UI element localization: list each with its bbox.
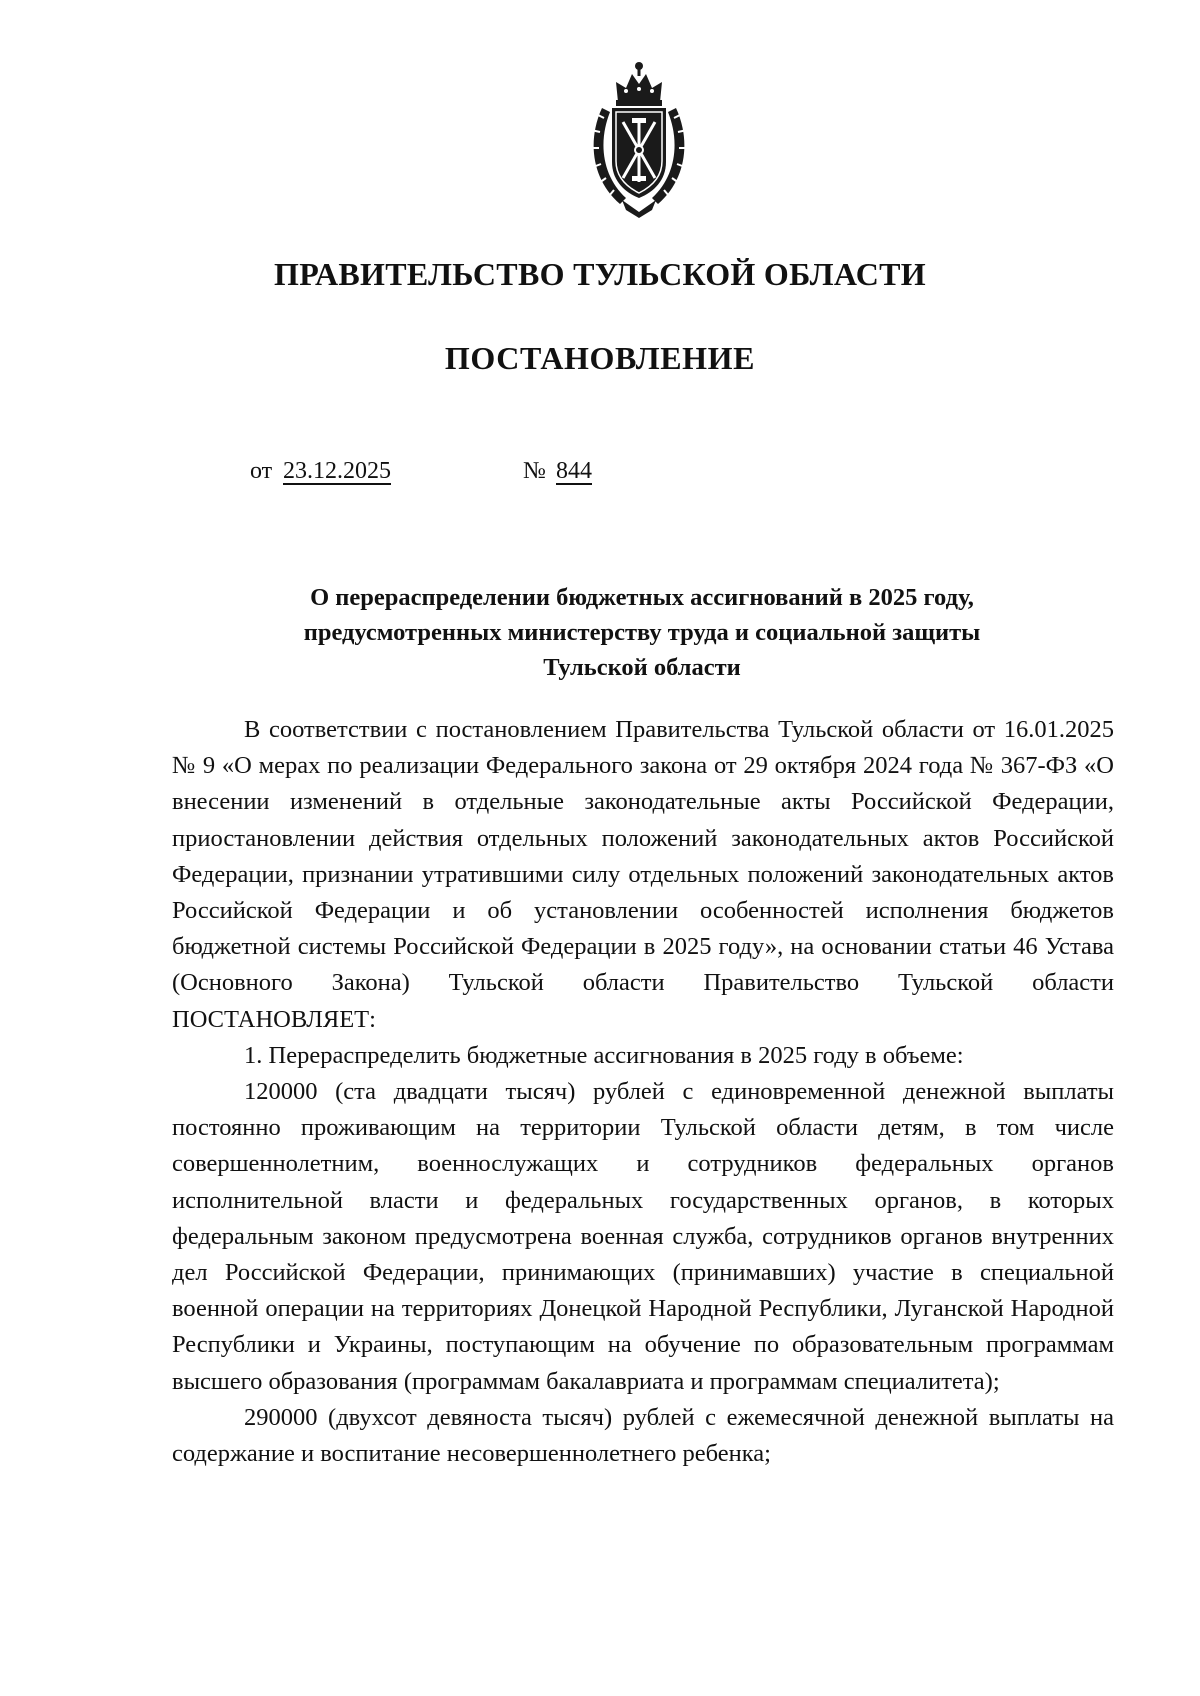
paragraph-amount-120000: 120000 (ста двадцати тысяч) рублей с единовременной денежной выплаты постоянно проживающим на территории Тульской области детям, в том числе совершеннолетним, военнослужащих и сотрудников федеральных органов исполнительной власти и федеральных государственных органов, в которых федеральным законом предусмотрена военная служба, сотрудников органов внутренних дел Российской Федерации, принимающих (принимавших) участие в специальной военной операции на территориях Донецкой Народной Республики, Луганской Народной Республики и Украины, поступающим на обучение по образовательным программам высшего образования (программам бакалавриата и программам специалитета); — [172, 1078, 1114, 1395]
paragraph-amount-290000: 290000 (двухсот девяноста тысяч) рублей с ежемесячной денежной выплаты на содержание и воспитание несовершеннолетнего ребенка; — [172, 1403, 1114, 1468]
coat-of-arms-emblem — [580, 58, 698, 218]
document-date: 23.12.2025 — [283, 458, 391, 484]
paragraph-item-1: 1. Перераспределить бюджетные ассигнования в 2025 году в объеме: — [244, 1041, 964, 1069]
number-prefix: № — [523, 458, 546, 484]
document-type: ПОСТАНОВЛЕНИЕ — [444, 340, 756, 376]
subject-line: О перераспределении бюджетных ассигнований в 2025 году, — [310, 584, 974, 611]
document-subject — [170, 580, 1114, 685]
paragraph-preamble: В соответствии с постановлением Правительства Тульской области от 16.01.2025 № 9 «О мерах по реализации Федерального закона от 29 октября 2024 года № 367-ФЗ «О внесении изменений в отдельные законодательные акты Российской Федерации, приостановлении действия отдельных положений законодательных актов Российской Федерации, признании утратившими силу отдельных положений законодательных актов Российской Федерации и об установлении особенностей исполнения бюджетов бюджетной системы Российской Федерации в 2025 году», на основании статьи 46 Устава (Основного Закона) Тульской области Правительство Тульской области ПОСТАНОВЛЯЕТ: — [172, 716, 1114, 1033]
document-number: 844 — [556, 458, 592, 484]
document-body — [172, 712, 1114, 1472]
government-name: ПРАВИТЕЛЬСТВО ТУЛЬСКОЙ ОБЛАСТИ — [274, 256, 926, 292]
subject-line: Тульской области — [543, 654, 741, 681]
date-prefix: от — [250, 458, 273, 484]
subject-line: предусмотренных министерству труда и социальной защиты — [303, 619, 981, 646]
